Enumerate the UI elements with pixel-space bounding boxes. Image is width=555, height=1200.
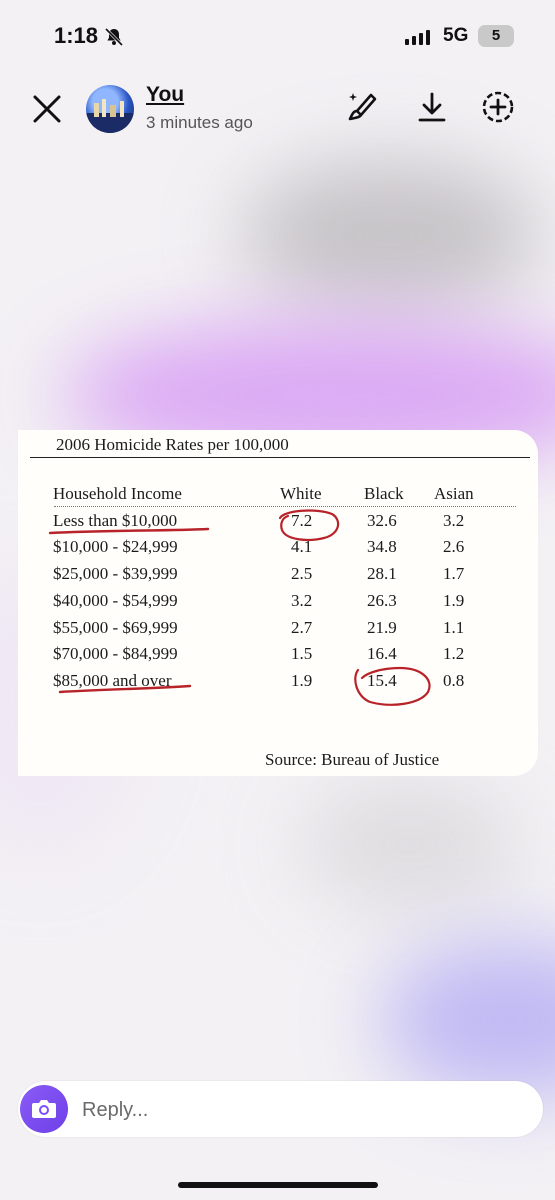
table-cell-white: 2.5 xyxy=(291,564,313,583)
close-icon[interactable] xyxy=(28,90,66,128)
shared-image[interactable] xyxy=(18,430,538,776)
table-cell-asian: 3.2 xyxy=(443,511,465,530)
table-cell-income: $85,000 and over xyxy=(53,671,172,690)
table-cell-black: 21.9 xyxy=(367,618,397,637)
table-cell-income: Less than $10,000 xyxy=(53,511,178,530)
table-cell-black: 32.6 xyxy=(367,511,397,530)
magic-brush-icon[interactable] xyxy=(344,89,380,125)
camera-button[interactable] xyxy=(20,1085,68,1133)
table-cell-income: $25,000 - $39,999 xyxy=(53,564,178,583)
table-cell-black: 15.4 xyxy=(367,671,397,690)
table-cell-black: 34.8 xyxy=(367,537,397,556)
reply-input[interactable] xyxy=(80,1089,524,1131)
status-bar xyxy=(0,0,555,72)
avatar[interactable] xyxy=(86,85,134,133)
story-header xyxy=(0,80,555,140)
title-rule xyxy=(30,457,530,458)
table-cell-asian: 1.7 xyxy=(443,564,465,583)
story-owner-name[interactable]: You xyxy=(146,83,185,106)
table-cell-white: 2.7 xyxy=(291,618,313,637)
table-cell-income: $10,000 - $24,999 xyxy=(53,537,178,556)
table-cell-white: 1.9 xyxy=(291,671,313,690)
battery-indicator: 5 xyxy=(478,25,514,47)
status-time: 1:18 xyxy=(54,23,99,48)
table-cell-white: 1.5 xyxy=(291,644,313,663)
table-cell-asian: 2.6 xyxy=(443,537,465,556)
header-divider xyxy=(54,506,516,507)
table-cell-income: $40,000 - $54,999 xyxy=(53,591,178,610)
column-header-income: Household Income xyxy=(53,484,182,503)
table-cell-asian: 0.8 xyxy=(443,671,465,690)
table-cell-white: 4.1 xyxy=(291,537,313,556)
table-cell-asian: 1.2 xyxy=(443,644,465,663)
download-icon[interactable] xyxy=(414,89,450,125)
table-cell-white: 7.2 xyxy=(291,511,313,530)
table-cell-asian: 1.1 xyxy=(443,618,465,637)
column-header-white: White xyxy=(280,484,322,503)
table-source: Source: Bureau of Justice xyxy=(265,750,440,769)
home-indicator[interactable] xyxy=(178,1182,378,1188)
camera-icon xyxy=(20,1085,68,1133)
bell-slash-icon xyxy=(104,27,124,47)
story-timestamp: 3 minutes ago xyxy=(146,113,253,132)
table-cell-black: 26.3 xyxy=(367,591,397,610)
table-cell-black: 28.1 xyxy=(367,564,397,583)
table-cell-asian: 1.9 xyxy=(443,591,465,610)
column-header-black: Black xyxy=(364,484,404,503)
signal-icon xyxy=(405,29,430,45)
column-header-asian: Asian xyxy=(434,484,474,503)
table-cell-income: $55,000 - $69,999 xyxy=(53,618,178,637)
table-cell-black: 16.4 xyxy=(367,644,397,663)
add-circle-icon[interactable] xyxy=(480,89,516,125)
table-cell-white: 3.2 xyxy=(291,591,313,610)
network-type: 5G xyxy=(443,25,469,46)
table-cell-income: $70,000 - $84,999 xyxy=(53,644,178,663)
table-title: 2006 Homicide Rates per 100,000 xyxy=(56,435,289,454)
reply-bar xyxy=(18,1081,543,1137)
